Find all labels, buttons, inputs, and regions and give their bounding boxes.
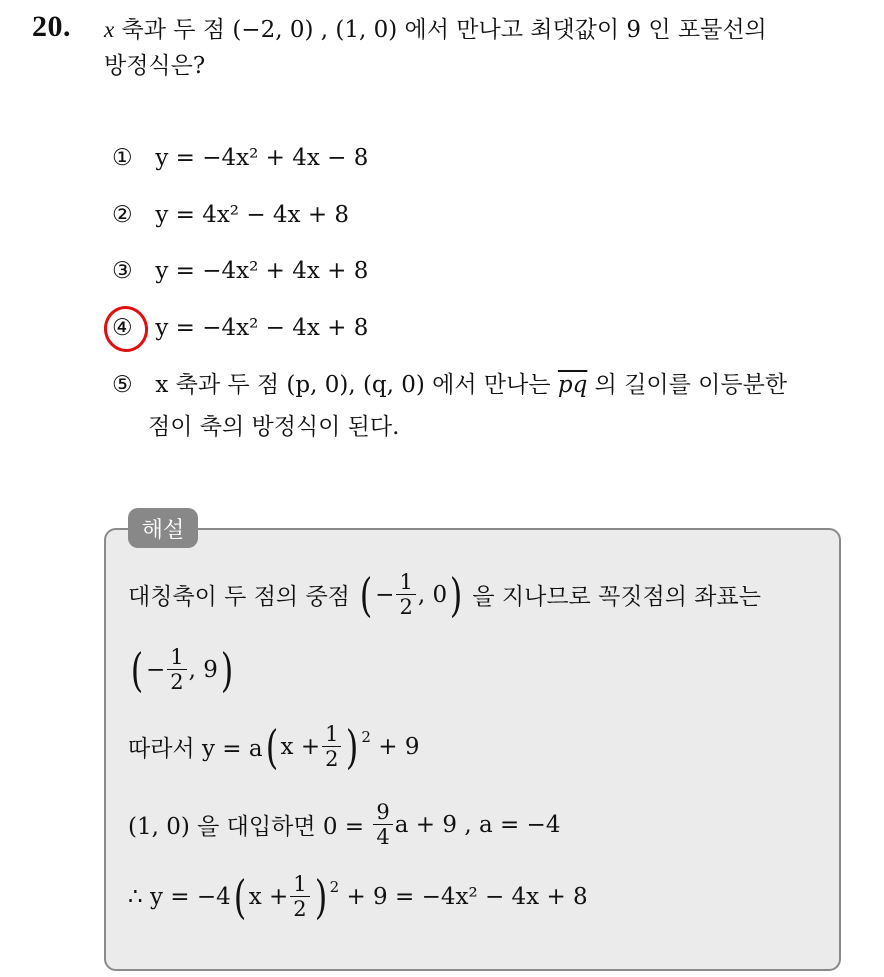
solution-line-5 [128,869,588,924]
choice-2[interactable] [112,200,349,230]
choice-5-mark: ⑤ [112,372,133,398]
fraction-half [290,872,309,921]
choice-2-text: y = 4x² − 4x + 8 [155,202,350,228]
fraction-half [167,645,186,694]
paren-close-icon: ) [449,567,463,622]
choice-5-line2: 점이 축의 방정식이 된다. [148,414,400,440]
question-var-x: x [104,17,115,42]
solution-line-3-tail: + 9 [378,733,420,760]
solution-line-4-text-b: a + 9 , a = −4 [394,811,561,838]
solution-line-1-text-c: 을 지나므로 꼭짓점의 좌표는 [472,584,761,610]
question-text [104,12,874,84]
fraction-nine-fourths [373,800,392,849]
paren-open-icon: ( [233,869,247,924]
choice-5-text-a: x 축과 두 점 (p, 0), (q, 0) 에서 만나는 [155,372,558,398]
paren-open-icon: ( [265,719,278,774]
question-number: 20. [32,10,71,43]
solution-line-4-text-a: (1, 0) 을 대입하면 0 = [128,814,365,840]
fraction-half [396,570,415,619]
fraction-denominator: 2 [325,747,339,771]
question-line1: 축과 두 점 (−2, 0) , (1, 0) 에서 만나고 최댓값이 9 인 포물선의 [114,17,767,43]
solution-line-2 [128,642,236,697]
paren-close-icon: ) [314,869,327,924]
paren-open-icon: ( [359,567,373,622]
solution-line-1-text-a: 대칭축이 두 점의 중점 [128,584,350,610]
choice-1-mark: ① [112,145,133,171]
solution-line-5-x: x + [248,883,289,910]
solution-line-1-neg: − [375,581,395,608]
solution-line-5-tail: + 9 = −4x² − 4x + 8 [346,883,588,910]
choice-4[interactable] [112,313,368,343]
choice-3[interactable] [112,256,368,286]
choice-1-text: y = −4x² + 4x − 8 [155,145,369,171]
solution-line-5-text-a: ∴ y = −4 [128,883,231,910]
solution-line-3 [128,719,420,774]
solution-line-2-coord: , 9 [188,656,218,683]
solution-line-4 [128,800,560,849]
solution-line-2-neg: − [145,656,166,683]
choice-4-mark: ④ [112,315,133,341]
fraction-numerator: 1 [167,645,186,670]
paren-open-icon: ( [130,642,144,697]
fraction-numerator: 1 [396,570,415,595]
fraction-denominator: 2 [170,670,184,694]
solution-line-3-x: x + [280,733,321,760]
choice-3-mark: ③ [112,258,133,284]
fraction-denominator: 4 [376,825,390,849]
question-line2: 방정식은? [104,53,206,79]
choice-5-text-b: 의 길이를 이등분한 [587,372,788,398]
solution-tab: 해설 [128,508,198,548]
choice-4-text: y = −4x² − 4x + 8 [155,315,369,341]
solution-line-1 [128,567,761,622]
choice-3-text: y = −4x² + 4x + 8 [155,258,369,284]
fraction-half [322,722,341,771]
solution-line-1-coord: , 0 [417,581,448,608]
exponent: 2 [361,728,371,746]
choice-2-mark: ② [112,202,133,228]
fraction-numerator: 1 [290,872,309,897]
choice-5-segment-pq: $\overline{pq}$ [557,372,588,398]
fraction-denominator: 2 [293,897,307,921]
fraction-numerator: 9 [373,800,392,825]
choice-5[interactable] [112,370,787,400]
fraction-numerator: 1 [322,722,341,747]
exponent: 2 [329,878,340,896]
solution-line-3-text-a: 따라서 y = a [128,736,263,762]
paren-close-icon: ) [346,719,359,774]
selected-answer-circle [100,302,153,356]
fraction-denominator: 2 [399,595,413,619]
choice-1[interactable] [112,143,368,173]
paren-close-icon: ) [220,642,234,697]
